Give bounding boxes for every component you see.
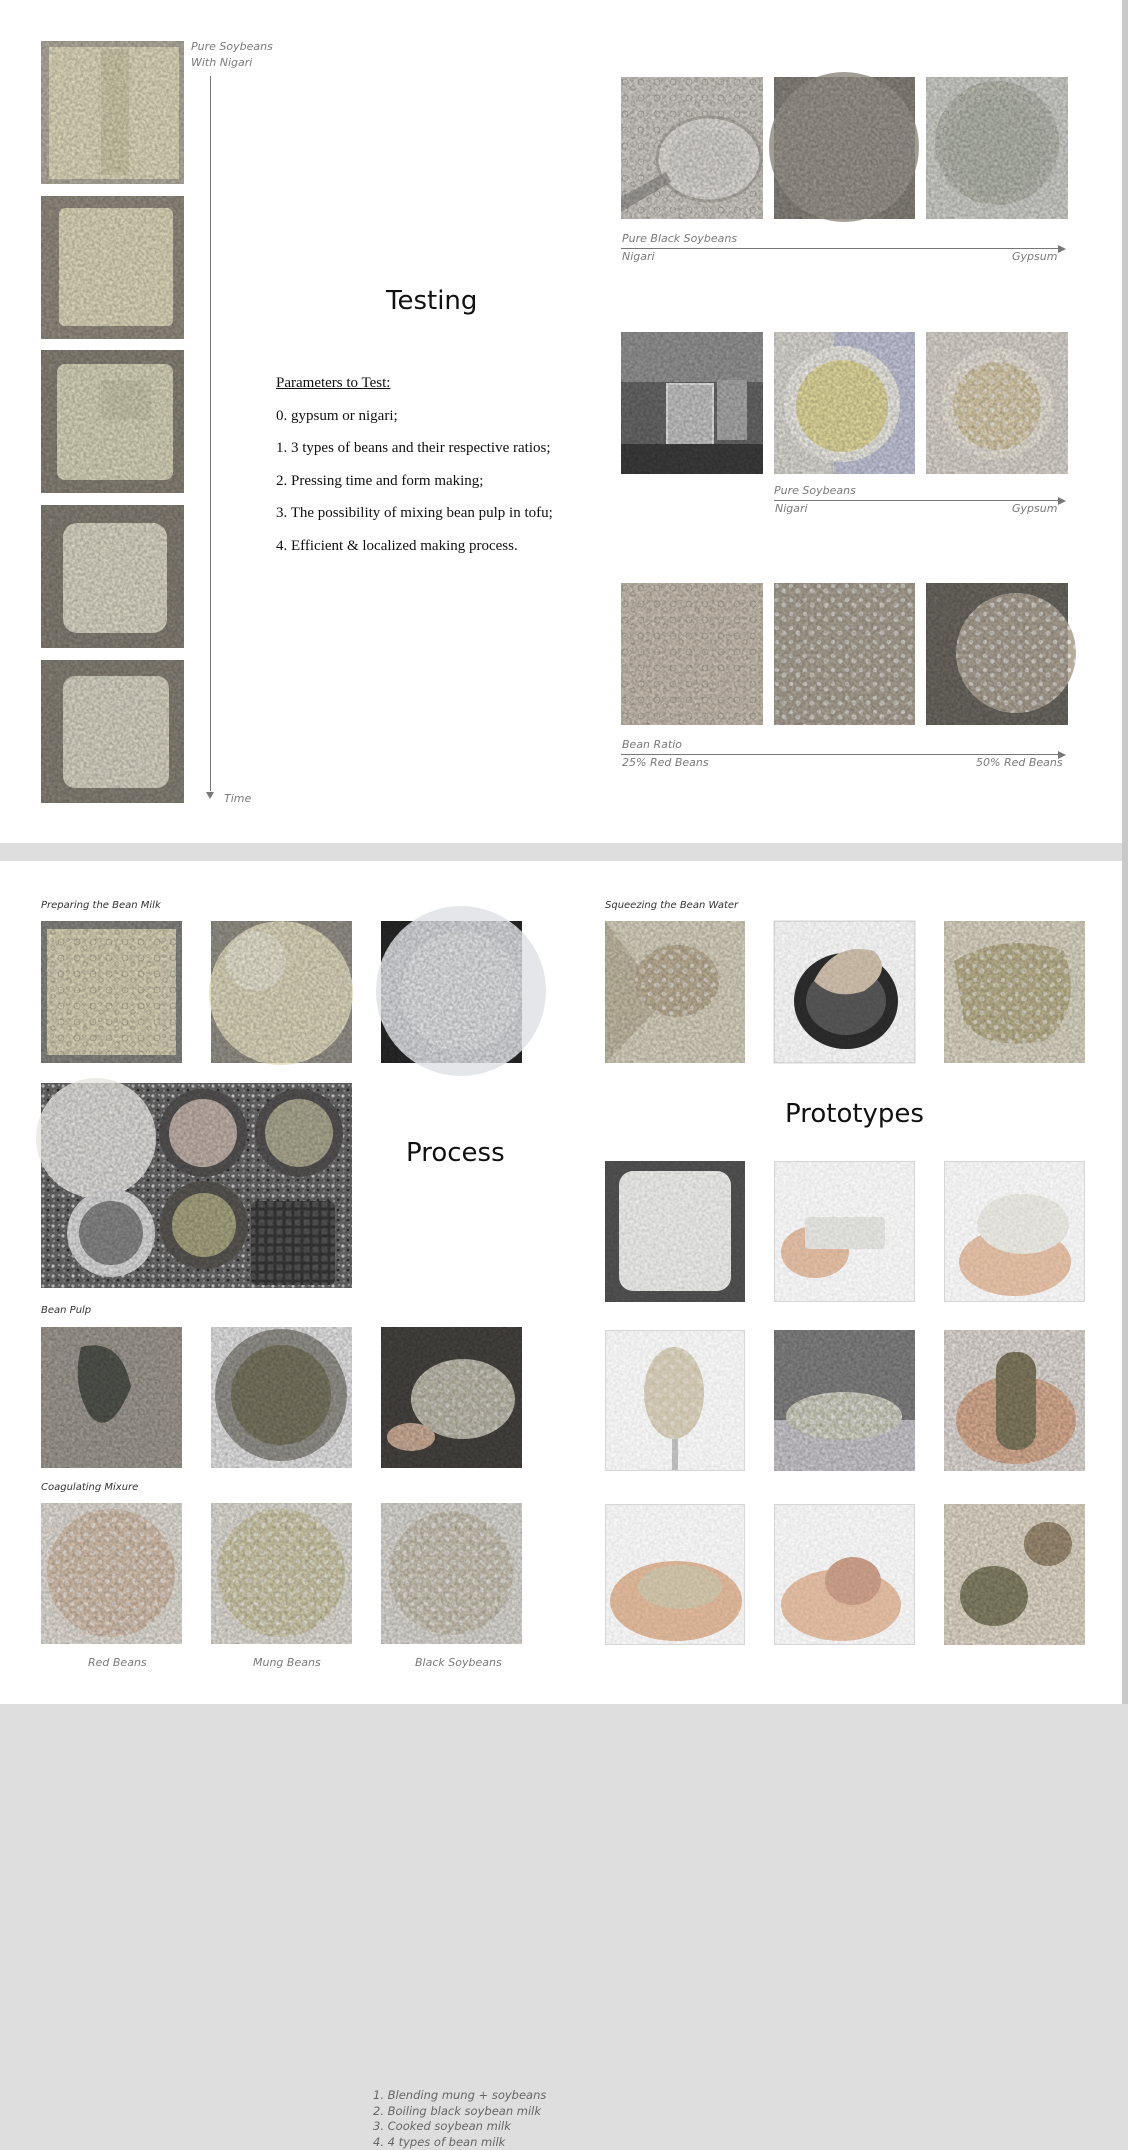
coag-black-soybeans-photo [381, 1503, 522, 1644]
process-steps [373, 2088, 546, 2150]
caption-mung-beans: Mung Beans [253, 1656, 321, 1669]
process-step: 2. Boiling black soybean milk [373, 2103, 542, 2118]
black-soy-photo-3 [926, 77, 1068, 219]
process-step: 4. 4 types of bean milk [373, 2134, 506, 2149]
prototype-photo-1 [605, 1161, 745, 1302]
scale-2-right: Gypsum [1012, 502, 1058, 515]
prototype-photo-5 [774, 1330, 915, 1471]
milk-photo-3 [381, 921, 522, 1063]
parameter-item: 0. gypsum or nigari; [276, 407, 398, 424]
ratio-photo-1 [621, 583, 763, 725]
squeeze-photo-1 [605, 921, 745, 1063]
parameters-heading: Parameters to Test: [276, 375, 391, 391]
milk-section-label: Preparing the Bean Milk [41, 900, 161, 911]
scale-2-axis [774, 500, 1058, 501]
parameter-item: 1. 3 types of beans and their respective ratios; [276, 440, 551, 456]
process-prototypes-page [0, 861, 1122, 2149]
squeeze-section-label: Squeezing the Bean Water [605, 900, 739, 911]
scale-2-title: Pure Soybeans [774, 484, 856, 497]
scale-1-title: Pure Black Soybeans [622, 232, 738, 245]
prototype-photo-9 [944, 1504, 1085, 1645]
bean-milk-bowls-photo [41, 1083, 352, 1288]
process-title: Process [406, 1138, 505, 1168]
caption-red-beans: Red Beans [88, 1656, 147, 1669]
ratio-photo-2 [774, 583, 915, 725]
timeline-bottom-label: Time [224, 792, 252, 805]
scale-1-right: Gypsum [1012, 250, 1058, 263]
timeline-axis [210, 76, 211, 791]
pulp-photo-3 [381, 1327, 522, 1468]
pulp-photo-2 [211, 1327, 352, 1468]
scale-1-arrowhead [1058, 245, 1066, 253]
tofu-photo-5 [41, 660, 184, 803]
milk-photo-1 [41, 921, 182, 1063]
timeline-top-label-1: Pure Soybeans [191, 40, 273, 53]
coagulant-glass-photo [621, 332, 763, 474]
process-step: 3. Cooked soybean milk [373, 2119, 511, 2134]
squeeze-photo-3 [944, 921, 1085, 1063]
process-step: 1. Blending mung + soybeans [373, 2088, 547, 2102]
squeeze-photo-2 [774, 921, 915, 1063]
tofu-photo-3 [41, 350, 184, 493]
tofu-photo-1 [41, 41, 184, 184]
scale-2-arrowhead [1058, 497, 1066, 505]
parameter-item: 3. The possibility of mixing bean pulp in tofu; [276, 505, 553, 521]
prototype-photo-3 [944, 1161, 1085, 1302]
prototype-photo-4 [605, 1330, 745, 1471]
coag-red-beans-photo [41, 1503, 182, 1644]
prototype-photo-8 [774, 1504, 915, 1645]
milk-photo-2 [211, 921, 352, 1063]
black-soy-photo-1 [621, 77, 763, 219]
ratio-photo-3 [926, 583, 1068, 725]
scale-3-title: Bean Ratio [622, 738, 683, 751]
scale-3-axis [621, 754, 1058, 755]
testing-title: Testing [386, 286, 478, 316]
prototype-photo-6 [944, 1330, 1085, 1471]
testing-page [0, 0, 1122, 843]
coag-section-label: Coagulating Mixure [41, 1482, 139, 1493]
coag-mung-beans-photo [211, 1503, 352, 1644]
prototype-photo-2 [774, 1161, 915, 1302]
parameter-item: 2. Pressing time and form making; [276, 472, 484, 489]
parameter-item: 4. Efficient & localized making process. [276, 537, 518, 554]
pulp-section-label: Bean Pulp [41, 1305, 92, 1316]
curd-bowl-photo [926, 332, 1068, 474]
scale-1-left: Nigari [622, 250, 655, 263]
page-right-edge [1122, 0, 1128, 1704]
scale-3-right: 50% Red Beans [976, 756, 1063, 769]
timeline-arrowhead [206, 792, 214, 799]
black-soy-photo-2 [774, 77, 915, 219]
parameters-list [276, 375, 553, 570]
tofu-photo-4 [41, 505, 184, 648]
scale-2-left: Nigari [775, 502, 808, 515]
scale-1-axis [621, 248, 1058, 249]
timeline-top-label-2: With Nigari [191, 56, 253, 69]
caption-black-soybeans: Black Soybeans [415, 1656, 502, 1669]
tofu-photo-2 [41, 196, 184, 339]
scale-3-left: 25% Red Beans [622, 756, 709, 769]
prototypes-title: Prototypes [785, 1099, 924, 1129]
prototype-photo-7 [605, 1504, 745, 1645]
pulp-photo-1 [41, 1327, 182, 1468]
yellow-whey-photo [774, 332, 915, 474]
